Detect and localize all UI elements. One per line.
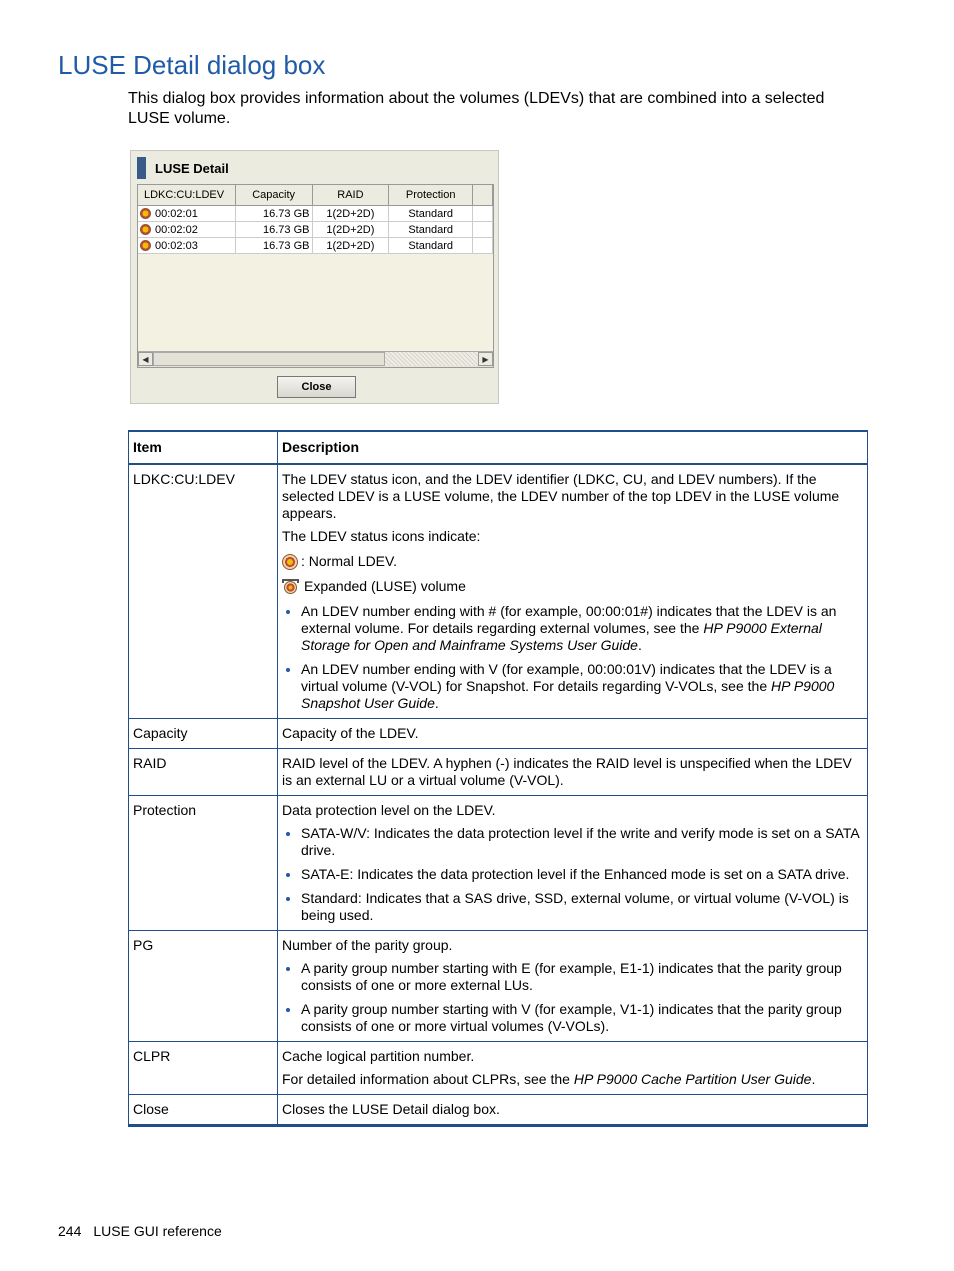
column-header-capacity[interactable]: Capacity xyxy=(236,185,313,205)
ldev-desc-p1: The LDEV status icon, and the LDEV identifier (LDKC, CU, and LDEV numbers). If the selected LDEV is a LUSE volume, the LDEV number of the top LDEV in the LUSE volume appears. xyxy=(282,471,840,521)
header-item: Item xyxy=(129,431,278,464)
pg-desc: Number of the parity group. xyxy=(282,937,453,953)
list-item: • An LDEV number ending with # (for example, 00:00:01#) indicates that the LDEV is an external volume. For details regarding external volumes, see the HP P9000 External Storage for Open and Mainframe Systems User Guide. xyxy=(301,603,862,654)
clpr-desc-p2: For detailed information about CLPRs, see the HP P9000 Cache Partition User Guide. xyxy=(282,1071,816,1087)
cell-protection: Standard xyxy=(389,206,473,221)
cell-capacity: 16.73 GB xyxy=(236,222,313,237)
cell-raid: 1(2D+2D) xyxy=(313,206,390,221)
ldev-desc-p2: The LDEV status icons indicate: xyxy=(282,528,481,544)
clpr-desc: Cache logical partition number. xyxy=(282,1048,475,1064)
page-footer xyxy=(58,1223,222,1239)
list-item: • An LDEV number ending with V (for example, 00:00:01V) indicates that the LDEV is a virtual volume (V-VOL) for Snapshot. For details regarding V-VOLs, see the HP P9000 Snapshot User Guide. xyxy=(301,661,862,712)
expanded-ldev-text: Expanded (LUSE) volume xyxy=(304,578,466,594)
cell-empty xyxy=(473,206,493,221)
desc-close: Closes the LUSE Detail dialog box. xyxy=(278,1095,868,1126)
normal-ldev-text: : Normal LDEV. xyxy=(301,553,397,569)
cell-empty xyxy=(473,238,493,253)
doc-reference: HP P9000 Snapshot User Guide xyxy=(301,678,835,711)
desc-pg xyxy=(278,931,868,1042)
page-title: LUSE Detail dialog box xyxy=(58,50,326,80)
table-row xyxy=(129,931,868,1042)
protection-bullets xyxy=(282,825,862,924)
scroll-left-icon[interactable]: ◀ xyxy=(138,352,153,366)
item-clpr: CLPR xyxy=(129,1042,278,1095)
item-protection: Protection xyxy=(129,796,278,931)
table-row[interactable] xyxy=(138,206,493,222)
scroll-right-icon[interactable]: ▶ xyxy=(478,352,493,366)
desc-protection xyxy=(278,796,868,931)
scrollbar-thumb[interactable] xyxy=(153,352,385,366)
column-header-more xyxy=(473,185,493,205)
close-button[interactable]: Close xyxy=(277,376,356,398)
cell-capacity: 16.73 GB xyxy=(236,238,313,253)
list-item: • Standard: Indicates that a SAS drive, SSD, external volume, or virtual volume (V-VOL) is being used. xyxy=(301,890,862,924)
list-item: • SATA-W/V: Indicates the data protection level if the write and verify mode is set on a SATA drive. xyxy=(301,825,862,859)
table-row xyxy=(129,464,868,719)
item-capacity: Capacity xyxy=(129,719,278,749)
luse-ldev-icon xyxy=(140,224,151,235)
cell-ldev xyxy=(138,206,236,221)
cell-protection: Standard xyxy=(389,238,473,253)
intro-paragraph: This dialog box provides information about the volumes (LDEVs) that are combined into a selected LUSE volume. xyxy=(128,90,825,127)
column-header-raid[interactable]: RAID xyxy=(313,185,390,205)
pg-bullets xyxy=(282,960,862,1035)
dialog-header xyxy=(137,157,229,179)
cell-empty xyxy=(473,222,493,237)
table-row[interactable] xyxy=(138,222,493,238)
table-row xyxy=(129,1095,868,1126)
item-ldev: LDKC:CU:LDEV xyxy=(129,464,278,719)
table-row xyxy=(129,719,868,749)
cell-capacity: 16.73 GB xyxy=(236,206,313,221)
horizontal-scrollbar[interactable] xyxy=(138,351,493,367)
scrollbar-track[interactable] xyxy=(385,352,478,366)
normal-ldev-legend xyxy=(282,553,862,570)
list-item: • SATA-E: Indicates the data protection level if the Enhanced mode is set on a SATA drive. xyxy=(301,866,862,883)
grid-header xyxy=(138,185,493,206)
column-header-protection[interactable]: Protection xyxy=(389,185,473,205)
desc-raid: RAID level of the LDEV. A hyphen (-) indicates the RAID level is unspecified when the LDEV is an external LU or a virtual volume (V-VOL). xyxy=(278,749,868,796)
item-description-table xyxy=(128,430,868,1127)
footer-section: LUSE GUI reference xyxy=(93,1223,222,1239)
normal-ldev-icon xyxy=(282,554,298,570)
cell-ldev xyxy=(138,222,236,237)
table-row xyxy=(129,796,868,931)
header-description: Description xyxy=(278,431,868,464)
cell-raid: 1(2D+2D) xyxy=(313,222,390,237)
ldev-id: 00:02:03 xyxy=(155,239,198,252)
column-header-ldev[interactable]: LDKC:CU:LDEV xyxy=(138,185,236,205)
luse-detail-dialog xyxy=(130,150,499,404)
doc-reference: HP P9000 Cache Partition User Guide xyxy=(573,1071,812,1087)
luse-ldev-icon xyxy=(140,240,151,251)
item-raid: RAID xyxy=(129,749,278,796)
page-number: 244 xyxy=(58,1223,82,1239)
cell-protection: Standard xyxy=(389,222,473,237)
doc-reference: HP P9000 External Storage for Open and Mainframe Systems User Guide xyxy=(301,620,822,653)
item-pg: PG xyxy=(129,931,278,1042)
desc-clpr xyxy=(278,1042,868,1095)
list-item: • A parity group number starting with V (for example, V1-1) indicates that the parity group consists of one or more virtual volumes (V-VOLs). xyxy=(301,1001,862,1035)
expanded-luse-icon xyxy=(282,579,299,595)
cell-raid: 1(2D+2D) xyxy=(313,238,390,253)
desc-ldev xyxy=(278,464,868,719)
protection-desc: Data protection level on the LDEV. xyxy=(282,802,496,818)
cell-ldev xyxy=(138,238,236,253)
table-row[interactable] xyxy=(138,238,493,254)
item-close: Close xyxy=(129,1095,278,1126)
luse-ldev-icon xyxy=(140,208,151,219)
dialog-title: LUSE Detail xyxy=(155,160,229,176)
expanded-ldev-legend xyxy=(282,578,862,595)
ldev-grid[interactable] xyxy=(137,184,494,368)
ldev-bullets xyxy=(282,603,862,712)
dialog-title-bar-accent xyxy=(137,157,146,179)
desc-capacity: Capacity of the LDEV. xyxy=(278,719,868,749)
list-item: • A parity group number starting with E (for example, E1-1) indicates that the parity group consists of one or more external LUs. xyxy=(301,960,862,994)
table-row xyxy=(129,749,868,796)
table-header-row xyxy=(129,431,868,464)
ldev-id: 00:02:01 xyxy=(155,207,198,220)
ldev-id: 00:02:02 xyxy=(155,223,198,236)
table-row xyxy=(129,1042,868,1095)
